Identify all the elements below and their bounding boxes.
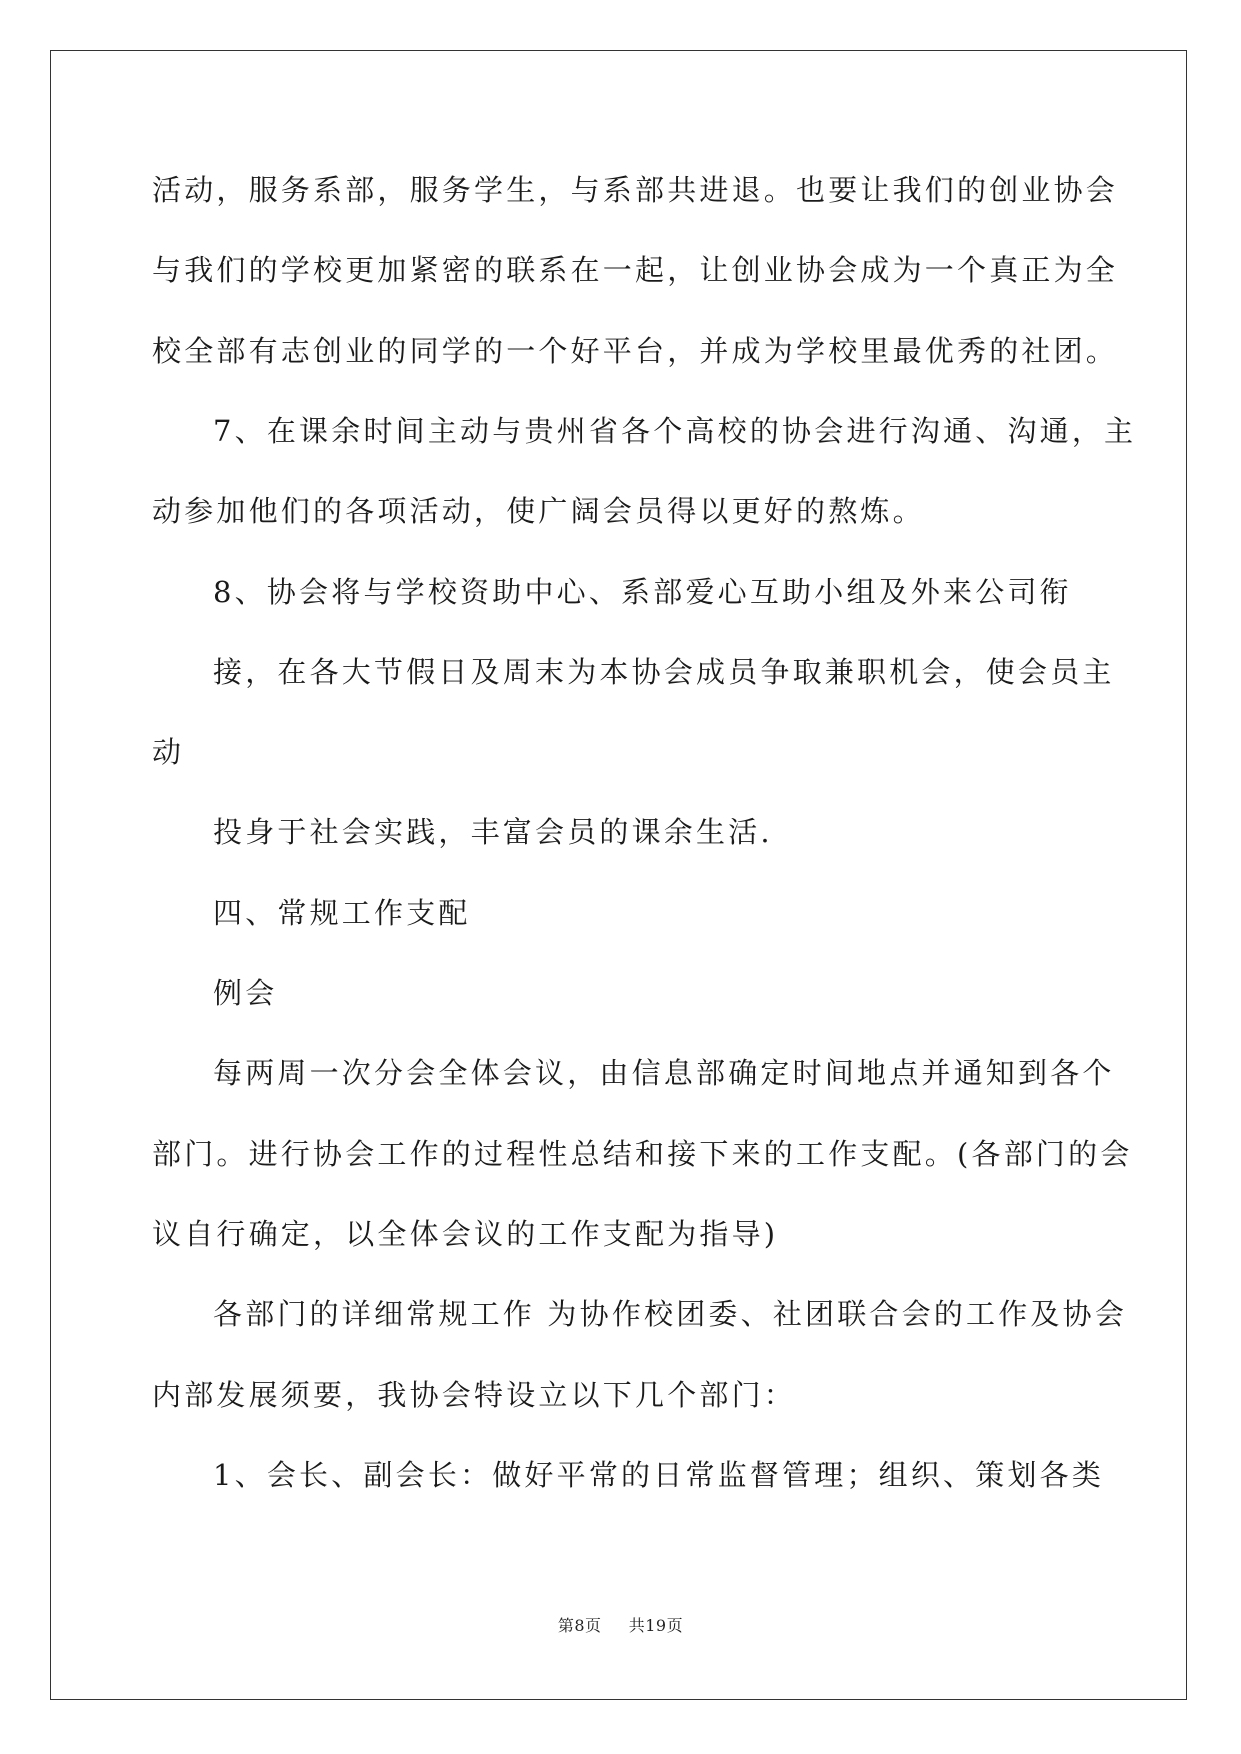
page-footer — [0, 1616, 1241, 1636]
text-line-4: 7、在课余时间主动与贵州省各个高校的协会进行沟通、沟通，主 — [213, 414, 1137, 448]
text-line-15: 各部门的详细常规工作 为协作校团委、社团联合会的工作及协会 — [213, 1297, 1128, 1331]
text-line-6: 8、协会将与学校资助中心、系部爱心互助小组及外来公司衔 — [213, 575, 1072, 609]
text-line-2: 与我们的学校更加紧密的联系在一起，让创业协会成为一个真正为全 — [152, 253, 1119, 287]
text-line-9: 投身于社会实践，丰富会员的课余生活. — [213, 815, 773, 849]
text-line-1: 活动，服务系部，服务学生，与系部共进退。也要让我们的创业协会 — [152, 173, 1119, 207]
text-line-17: 1、会长、副会长：做好平常的日常监督管理；组织、策划各类 — [213, 1458, 1105, 1492]
subheading-meeting: 例会 — [213, 976, 278, 1010]
page-total: 共19页 — [628, 1616, 684, 1635]
page-number: 第8页 — [557, 1616, 602, 1635]
text-line-3: 校全部有志创业的同学的一个好平台，并成为学校里最优秀的社团。 — [152, 334, 1119, 368]
text-line-16: 内部发展须要，我协会特设立以下几个部门： — [152, 1378, 797, 1412]
text-line-8: 动 — [152, 735, 185, 769]
section-heading: 四、常规工作支配 — [213, 896, 471, 930]
text-line-12: 每两周一次分会全体会议，由信息部确定时间地点并通知到各个 — [213, 1056, 1115, 1090]
text-line-7: 接，在各大节假日及周末为本协会成员争取兼职机会，使会员主 — [213, 655, 1115, 689]
text-line-13: 部门。进行协会工作的过程性总结和接下来的工作支配。(各部门的会 — [152, 1137, 1133, 1171]
text-line-14: 议自行确定，以全体会议的工作支配为指导) — [152, 1217, 779, 1251]
text-line-5: 动参加他们的各项活动，使广阔会员得以更好的熬炼。 — [152, 494, 925, 528]
page-border — [50, 50, 1187, 1700]
